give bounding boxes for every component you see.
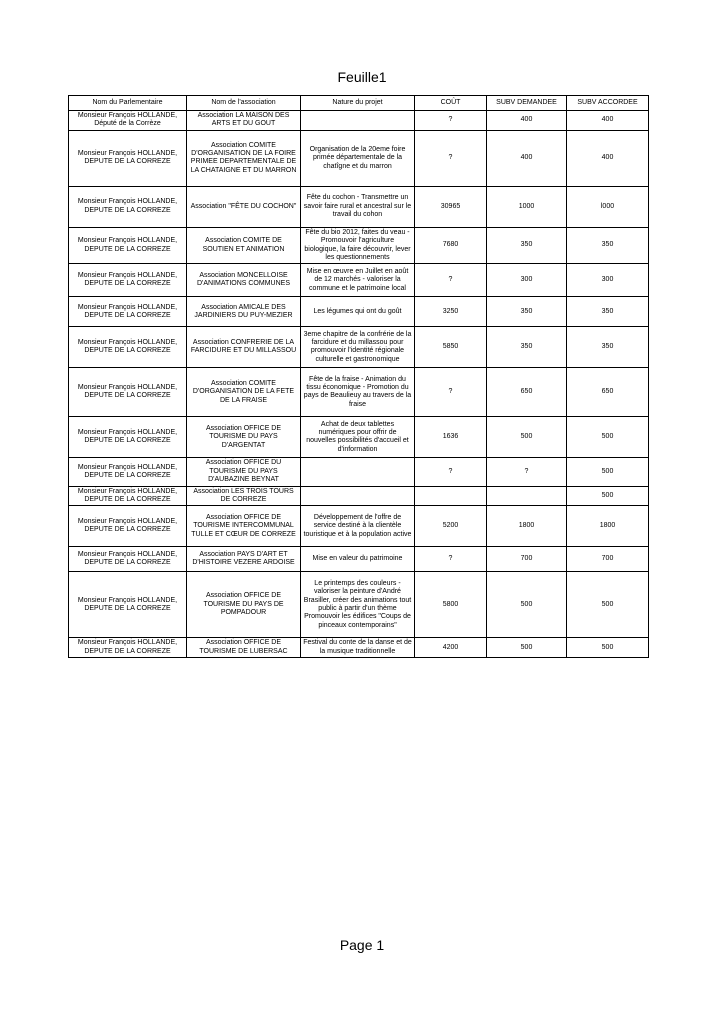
- cell-cout: [415, 486, 487, 506]
- cell-cout: 7680: [415, 227, 487, 264]
- cell-association: Association CONFRERIE DE LA FARCIDURE ET DU MILLASSOU: [187, 327, 301, 368]
- cell-subv-accordee: 700: [567, 547, 649, 572]
- cell-association: Association COMITE D'ORGANISATION DE LA FETE DE LA FRAISE: [187, 368, 301, 417]
- cell-parlementaire: Monsieur François HOLLANDE, DEPUTE DE LA CORREZE: [69, 547, 187, 572]
- cell-parlementaire: Monsieur François HOLLANDE, DEPUTE DE LA CORREZE: [69, 186, 187, 227]
- cell-parlementaire: Monsieur François HOLLANDE, DEPUTE DE LA CORREZE: [69, 638, 187, 658]
- page-number: Page 1: [339, 937, 385, 953]
- cell-subv-demandee: ?: [487, 458, 567, 486]
- cell-association: Association "FÊTE DU COCHON": [187, 186, 301, 227]
- cell-cout: 4200: [415, 638, 487, 658]
- cell-cout: 5200: [415, 506, 487, 547]
- cell-subv-accordee: 500: [567, 417, 649, 458]
- cell-subv-demandee: 400: [487, 130, 567, 186]
- table-row: [69, 458, 649, 486]
- column-header-subv-accordee: SUBV ACCORDEE: [567, 96, 649, 111]
- cell-parlementaire: Monsieur François HOLLANDE, DEPUTE DE LA CORREZE: [69, 297, 187, 327]
- cell-projet: Les légumes qui ont du goût: [301, 297, 415, 327]
- cell-subv-accordee: 1800: [567, 506, 649, 547]
- cell-subv-accordee: 500: [567, 572, 649, 638]
- cell-subv-demandee: 1800: [487, 506, 567, 547]
- cell-parlementaire: Monsieur François HOLLANDE, DEPUTE DE LA CORREZE: [69, 506, 187, 547]
- header-row: [69, 96, 649, 111]
- cell-association: Association PAYS D'ART ET D'HISTOIRE VEZERE ARDOISE: [187, 547, 301, 572]
- cell-association: Association COMITE DE SOUTIEN ET ANIMATION: [187, 227, 301, 264]
- cell-projet: Organisation de la 20eme foire primée départementale de la chatîgne et du marron: [301, 130, 415, 186]
- cell-association: Association OFFICE DE TOURISME DU PAYS D'ARGENTAT: [187, 417, 301, 458]
- cell-projet: Fête du bio 2012, faites du veau - Promouvoir l'agriculture biologique, la faire découvrir, lever les questionnements: [301, 227, 415, 264]
- column-header-subv-demandee: SUBV DEMANDEE: [487, 96, 567, 111]
- cell-projet: Mise en valeur du patrimoine: [301, 547, 415, 572]
- table-row: [69, 227, 649, 264]
- cell-subv-accordee: 400: [567, 111, 649, 131]
- cell-association: Association LA MAISON DES ARTS ET DU GOUT: [187, 111, 301, 131]
- cell-projet: Le printemps des couleurs - valoriser la peinture d'André Brasiller, créer des animations tout public à partir d'un thème Promouvoir les édifices "Coups de pinceaux contemporains": [301, 572, 415, 638]
- column-header-projet: Nature du projet: [301, 96, 415, 111]
- cell-projet: 3eme chapitre de la confrérie de la farcidure et du millassou pour promouvoir l'identité régionale culturelle et gastronomique: [301, 327, 415, 368]
- table-row: [69, 572, 649, 638]
- cell-subv-accordee: 500: [567, 486, 649, 506]
- column-header-association: Nom de l'association: [187, 96, 301, 111]
- cell-parlementaire: Monsieur François HOLLANDE, DEPUTE DE LA CORREZE: [69, 327, 187, 368]
- table-body: [69, 111, 649, 658]
- cell-subv-demandee: 500: [487, 638, 567, 658]
- cell-projet: Fête du cochon - Transmettre un savoir faire rural et ancestral sur le travail du cohon: [301, 186, 415, 227]
- cell-subv-demandee: [487, 486, 567, 506]
- table-row: [69, 368, 649, 417]
- cell-parlementaire: Monsieur François HOLLANDE, DEPUTE DE LA CORREZE: [69, 368, 187, 417]
- table-row: [69, 130, 649, 186]
- column-header-cout: COÛT: [415, 96, 487, 111]
- table-row: [69, 297, 649, 327]
- table-row: [69, 506, 649, 547]
- cell-parlementaire: Monsieur François HOLLANDE, DEPUTE DE LA CORREZE: [69, 130, 187, 186]
- cell-subv-demandee: 300: [487, 264, 567, 297]
- cell-association: Association AMICALE DES JARDINIERS DU PUY-MEZIER: [187, 297, 301, 327]
- table-row: [69, 264, 649, 297]
- table-row: [69, 547, 649, 572]
- cell-subv-accordee: 350: [567, 227, 649, 264]
- table-row: [69, 486, 649, 506]
- cell-association: Association COMITE D'ORGANISATION DE LA FOIRE PRIMEE DEPARTEMENTALE DE LA CHATAIGNE ET DU MARRON: [187, 130, 301, 186]
- subsidy-table: [68, 95, 649, 658]
- table-row: [69, 327, 649, 368]
- cell-projet: Développement de l'offre de service destiné à la clientèle touristique et à la population active: [301, 506, 415, 547]
- cell-subv-accordee: 300: [567, 264, 649, 297]
- cell-parlementaire: Monsieur François HOLLANDE, DEPUTE DE LA CORREZE: [69, 227, 187, 264]
- cell-subv-accordee: 650: [567, 368, 649, 417]
- cell-association: Association OFFICE DE TOURISME DE LUBERSAC: [187, 638, 301, 658]
- cell-subv-accordee: 400: [567, 130, 649, 186]
- column-header-parlementaire: Nom du Parlementaire: [69, 96, 187, 111]
- cell-association: Association OFFICE DU TOURISME DU PAYS D'AUBAZINE BEYNAT: [187, 458, 301, 486]
- cell-cout: ?: [415, 111, 487, 131]
- cell-subv-demandee: 1000: [487, 186, 567, 227]
- cell-projet: Fête de la fraise - Animation du tissu économique - Promotion du pays de Beaulieuy au travers de la fraise: [301, 368, 415, 417]
- sheet-title: Feuille1: [337, 69, 387, 85]
- cell-cout: ?: [415, 368, 487, 417]
- cell-parlementaire: Monsieur François HOLLANDE, Député de la Corrèze: [69, 111, 187, 131]
- cell-subv-demandee: 650: [487, 368, 567, 417]
- table-row: [69, 186, 649, 227]
- cell-subv-demandee: 350: [487, 327, 567, 368]
- cell-subv-accordee: l000: [567, 186, 649, 227]
- cell-cout: ?: [415, 130, 487, 186]
- cell-association: Association MONCELLOISE D'ANIMATIONS COMMUNES: [187, 264, 301, 297]
- cell-subv-demandee: 500: [487, 572, 567, 638]
- cell-cout: 5850: [415, 327, 487, 368]
- cell-projet: [301, 486, 415, 506]
- cell-subv-accordee: 500: [567, 458, 649, 486]
- cell-subv-demandee: 350: [487, 297, 567, 327]
- table-row: [69, 417, 649, 458]
- cell-cout: 5800: [415, 572, 487, 638]
- cell-subv-accordee: 500: [567, 638, 649, 658]
- cell-projet: Mise en œuvre en Juillet en août de 12 marchés - valoriser la commune et le patrimoine local: [301, 264, 415, 297]
- cell-association: Association LES TROIS TOURS DE CORREZE: [187, 486, 301, 506]
- cell-cout: ?: [415, 547, 487, 572]
- cell-subv-accordee: 350: [567, 327, 649, 368]
- cell-parlementaire: Monsieur François HOLLANDE, DEPUTE DE LA CORREZE: [69, 486, 187, 506]
- cell-subv-demandee: 500: [487, 417, 567, 458]
- cell-association: Association OFFICE DE TOURISME INTERCOMMUNAL TULLE ET CŒUR DE CORREZE: [187, 506, 301, 547]
- cell-projet: Festival du conte de la danse et de la musique traditionnelle: [301, 638, 415, 658]
- cell-projet: Achat de deux tablettes numériques pour offrir de nouvelles possibilités d'accueil et d'information: [301, 417, 415, 458]
- cell-cout: ?: [415, 458, 487, 486]
- cell-parlementaire: Monsieur François HOLLANDE, DEPUTE DE LA CORREZE: [69, 572, 187, 638]
- cell-subv-accordee: 350: [567, 297, 649, 327]
- cell-association: Association OFFICE DE TOURISME DU PAYS DE POMPADOUR: [187, 572, 301, 638]
- cell-subv-demandee: 700: [487, 547, 567, 572]
- cell-parlementaire: Monsieur François HOLLANDE, DEPUTE DE LA CORREZE: [69, 458, 187, 486]
- cell-subv-demandee: 350: [487, 227, 567, 264]
- cell-parlementaire: Monsieur François HOLLANDE, DEPUTE DE LA CORREZE: [69, 264, 187, 297]
- table-row: [69, 111, 649, 131]
- cell-subv-demandee: 400: [487, 111, 567, 131]
- table-row: [69, 638, 649, 658]
- cell-projet: [301, 111, 415, 131]
- cell-parlementaire: Monsieur François HOLLANDE, DEPUTE DE LA CORREZE: [69, 417, 187, 458]
- cell-projet: [301, 458, 415, 486]
- cell-cout: ?: [415, 264, 487, 297]
- cell-cout: 3250: [415, 297, 487, 327]
- cell-cout: 1636: [415, 417, 487, 458]
- cell-cout: 30965: [415, 186, 487, 227]
